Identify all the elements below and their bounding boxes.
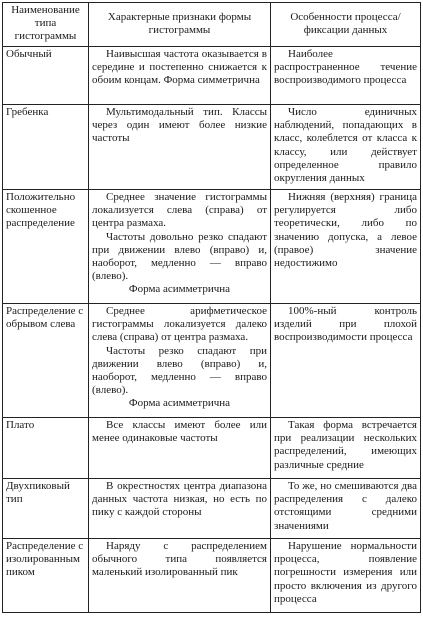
table-row <box>3 47 421 105</box>
type-name-cell: Распределение с изолированным пиком <box>3 539 89 613</box>
features-paragraph: Мультимодальный тип. Классы через один имеют более низкие частоты <box>92 106 267 145</box>
features-paragraph: Среднее значение гистограммы локализуется слева (справа) от центра размаха. <box>92 191 267 230</box>
notes-paragraph: То же, но смешиваются два распределения с далеко отстоящими средними значениями <box>274 480 417 532</box>
header-features: Характерные признаки формы гистограммы <box>89 3 271 47</box>
header-process-notes: Особенности процесса/фиксации данных <box>271 3 421 47</box>
table-row <box>3 479 421 539</box>
header-type-name: Наименование типа гистограммы <box>3 3 89 47</box>
features-paragraph: Частоты резко спадают при движении влево (вправо) и, наоборот, медленно — вправо (влево). <box>92 344 267 397</box>
features-cell <box>89 47 271 105</box>
notes-paragraph: Такая форма встречается при реализации нескольких распределений, имеющих различные средние <box>274 419 417 471</box>
histogram-types-table <box>2 2 421 613</box>
features-paragraph: Форма асимметрична <box>128 283 231 296</box>
notes-paragraph: Нижняя (верхняя) граница регулируется либо теоретически, либо по значению допуска, а левое (правое) значение недостижимо <box>274 191 417 270</box>
table-row <box>3 539 421 613</box>
table-row <box>3 190 421 304</box>
features-cell <box>89 479 271 539</box>
table-row <box>3 304 421 418</box>
type-name-cell: Гребенка <box>3 105 89 190</box>
notes-cell <box>271 105 421 190</box>
features-cell <box>89 190 271 304</box>
table-row <box>3 105 421 190</box>
table-row <box>3 418 421 479</box>
notes-cell <box>271 539 421 613</box>
notes-cell <box>271 47 421 105</box>
features-cell <box>89 539 271 613</box>
features-cell <box>89 418 271 479</box>
notes-paragraph: Наиболее распространенное течение воспроизводимого процесса <box>274 48 417 87</box>
type-name-cell: Распределение с обрывом слева <box>3 304 89 418</box>
features-paragraph: Все классы имеют более или менее одинаковые частоты <box>92 419 267 445</box>
type-name-cell: Обычный <box>3 47 89 105</box>
features-paragraph: Частоты довольно резко спадают при движении влево (вправо) и, наоборот, медленно — вправо (влево). <box>92 230 267 283</box>
notes-cell <box>271 190 421 304</box>
table-header-row <box>3 3 421 47</box>
features-paragraph: Среднее арифметическое гистограммы локализуется далеко слева (справа) от центра размаха. <box>92 305 267 344</box>
notes-paragraph: 100%-ный контроль изделий при плохой воспроизводимости процесса <box>274 305 417 344</box>
type-name-cell: Двухпиковый тип <box>3 479 89 539</box>
features-paragraph: Наивысшая частота оказывается в середине и постепенно снижается к обоим концам. Форма симметрична <box>92 48 267 87</box>
notes-cell <box>271 418 421 479</box>
features-paragraph: В окрестностях центра диапазона данных частота низкая, но есть по пику с каждой стороны <box>92 480 267 519</box>
notes-paragraph: Число единичных наблюдений, попадающих в класс, колеблется от класса к классу, или действует определенное правило округления данных <box>274 106 417 185</box>
features-cell <box>89 304 271 418</box>
features-cell <box>89 105 271 190</box>
notes-cell <box>271 304 421 418</box>
type-name-cell: Положительно скошенное распределение <box>3 190 89 304</box>
notes-cell <box>271 479 421 539</box>
type-name-cell: Плато <box>3 418 89 479</box>
features-paragraph: Наряду с распределением обычного типа появляется маленький изолированный пик <box>92 540 267 579</box>
features-paragraph: Форма асимметрична <box>128 397 231 410</box>
notes-paragraph: Нарушение нормальности процесса, появление погрешности измерения или просто включения из другого процесса <box>274 540 417 605</box>
